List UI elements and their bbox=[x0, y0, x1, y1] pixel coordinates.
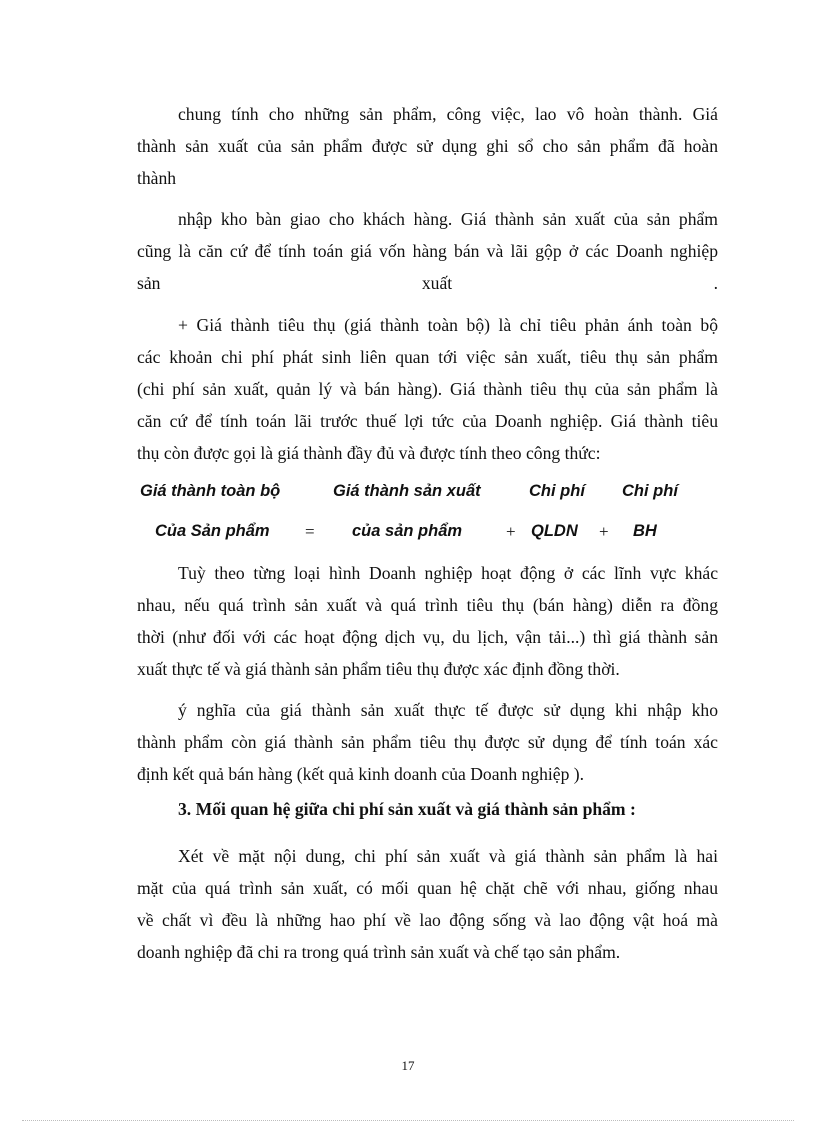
formula-term-production-cost: Giá thành sản xuất bbox=[333, 482, 481, 500]
paragraph-5 bbox=[137, 694, 718, 790]
text-line-spread bbox=[137, 267, 718, 299]
formula-term-of-product: Của Sản phẩm bbox=[155, 522, 270, 540]
text-line: Tuỳ theo từng loại hình Doanh nghiệp hoạt động ở các lĩnh vực khác bbox=[178, 563, 718, 583]
text-line: + Giá thành tiêu thụ (giá thành toàn bộ) là chỉ tiêu phản ánh toàn bộ bbox=[178, 315, 718, 335]
text-line: mặt của quá trình sản xuất, có mối quan hệ chặt chẽ với nhau, giống nhau bbox=[137, 878, 718, 898]
formula-term-admin-cost: Chi phí bbox=[529, 482, 585, 500]
formula-equals: = bbox=[305, 522, 315, 541]
paragraph-2 bbox=[137, 203, 718, 299]
text-line: nhập kho bàn giao cho khách hàng. Giá thành sản xuất của sản phẩm bbox=[178, 209, 718, 229]
word: xuất bbox=[421, 273, 453, 293]
word: sản bbox=[137, 273, 161, 293]
formula-term-qldn: QLDN bbox=[531, 522, 578, 540]
paragraph-6 bbox=[137, 840, 718, 968]
text-line: thành bbox=[137, 168, 177, 188]
paragraph-1 bbox=[137, 98, 718, 194]
text-line: Xét về mặt nội dung, chi phí sản xuất và giá thành sản phẩm là hai bbox=[178, 846, 718, 866]
text-line: định kết quả bán hàng (kết quả kinh doanh của Doanh nghiệp ). bbox=[137, 764, 585, 784]
text-line: nhau, nếu quá trình sản xuất và quá trình tiêu thụ (bán hàng) diễn ra đồng bbox=[137, 595, 718, 615]
word: . bbox=[713, 273, 718, 293]
formula-plus: + bbox=[506, 522, 516, 541]
formula-term-bh: BH bbox=[633, 522, 657, 540]
text-line: thời (như đối với các hoạt động dịch vụ, du lịch, vận tải...) thì giá thành sản bbox=[137, 627, 718, 647]
text-line: xuất thực tế và giá thành sản phẩm tiêu thụ được xác định đồng thời. bbox=[137, 659, 620, 679]
text-line: ý nghĩa của giá thành sản xuất thực tế được sử dụng khi nhập kho bbox=[178, 700, 718, 720]
text-line: thụ còn được gọi là giá thành đầy đủ và được tính theo công thức: bbox=[137, 443, 601, 463]
formula-term-total-cost: Giá thành toàn bộ bbox=[140, 482, 281, 500]
page-number: 17 bbox=[401, 1058, 415, 1073]
formula-term-selling-cost: Chi phí bbox=[622, 482, 678, 500]
text-line: doanh nghiệp đã chi ra trong quá trình sản xuất và chế tạo sản phẩm. bbox=[137, 942, 621, 962]
text-line: về chất vì đều là những hao phí về lao động sống và lao động vật hoá mà bbox=[137, 910, 718, 930]
text-line: thành sản xuất của sản phẩm được sử dụng ghi sổ cho sản phẩm đã hoàn bbox=[137, 136, 718, 156]
formula-term-of-product-2: của sản phẩm bbox=[352, 522, 463, 540]
page-bottom-divider bbox=[22, 1120, 794, 1121]
text-line: thành phẩm còn giá thành sản phẩm tiêu thụ được sử dụng để tính toán xác bbox=[137, 732, 718, 752]
text-line: các khoản chi phí phát sinh liên quan tới việc sản xuất, tiêu thụ sản phẩm bbox=[137, 347, 718, 367]
formula-plus: + bbox=[599, 522, 609, 541]
paragraph-4 bbox=[137, 557, 718, 685]
paragraph-3 bbox=[137, 309, 718, 469]
section-heading: 3. Mối quan hệ giữa chi phí sản xuất và giá thành sản phẩm : bbox=[178, 799, 636, 819]
text-line: căn cứ để tính toán lãi trước thuế lợi tức của Doanh nghiệp. Giá thành tiêu bbox=[137, 411, 718, 431]
text-line: (chi phí sản xuất, quản lý và bán hàng). Giá thành tiêu thụ của sản phẩm là bbox=[137, 379, 718, 399]
text-line: chung tính cho những sản phẩm, công việc, lao vô hoàn thành. Giá bbox=[178, 104, 718, 124]
text-line: cũng là căn cứ để tính toán giá vốn hàng bán và lãi gộp ở các Doanh nghiệp bbox=[137, 241, 718, 261]
